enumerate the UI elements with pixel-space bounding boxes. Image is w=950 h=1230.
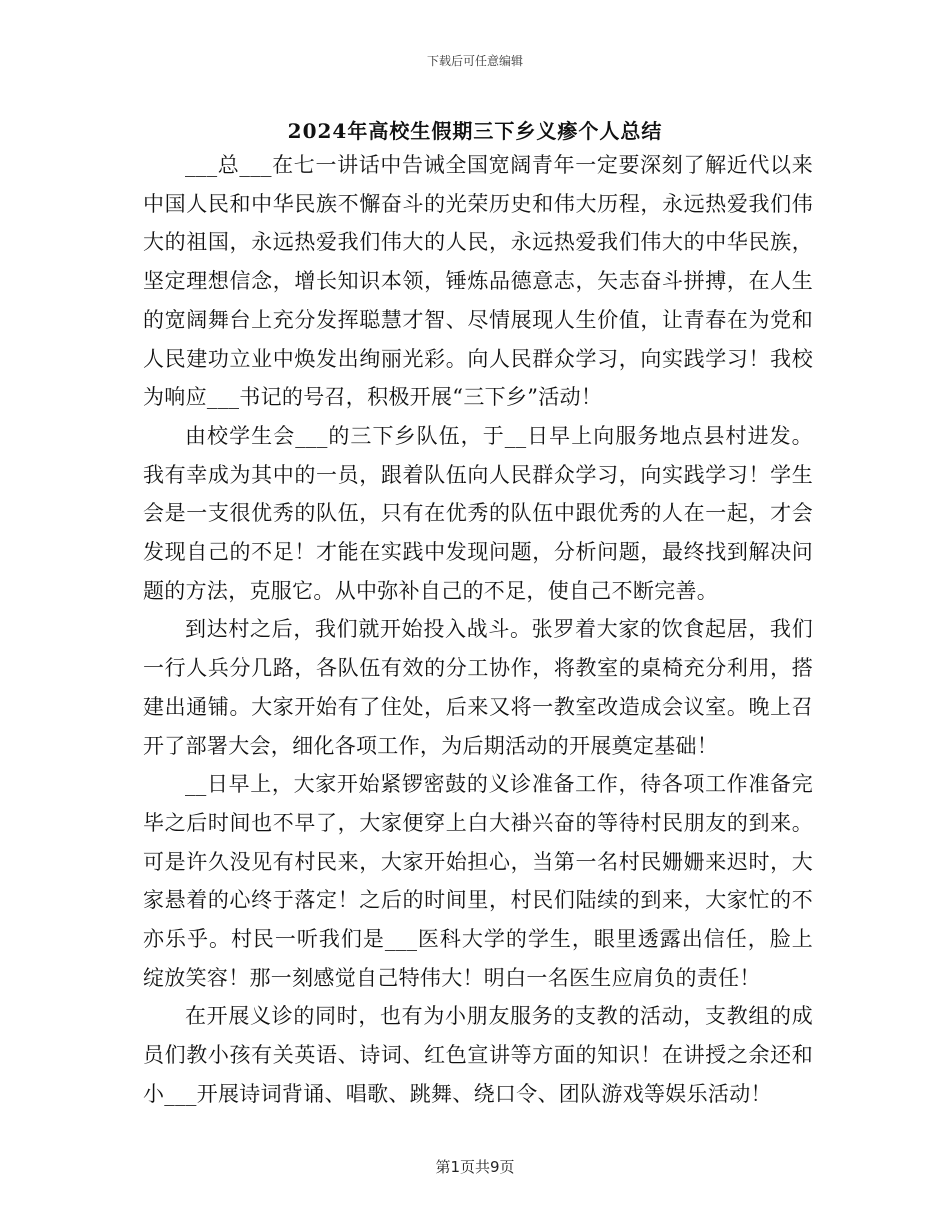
paragraph: 由校学生会___的三下乡队伍，于__日早上向服务地点县村进发。我有幸成为其中的一员，跟着队伍向人民群众学习，向实践学习！学生会是一支很优秀的队伍，只有在优秀的队伍中跟优秀的人在一起，才会发现自己的不足！才能在实践中发现问题，分析问题，最终找到解决问题的方法，克服它。从中弥补自己的不足，使自己不断完善。 bbox=[143, 423, 813, 603]
document-title: 2024年高校生假期三下乡义瘆个人总结 bbox=[287, 119, 663, 143]
paragraph: 在开展义诊的同时，也有为小朋友服务的支教的活动，支教组的成员们教小孩有关英语、诗词、红色宣讲等方面的知识！在讲授之余还和小___开展诗词背诵、唱歌、跳舞、绕口令、团队游戏等娱乐活动！ bbox=[143, 1004, 813, 1106]
paragraph: ___总___在七一讲话中告诫全国宽阔青年一定要深刻了解近代以来中国人民和中华民族不懈奋斗的光荣历史和伟大历程，永远热爱我们伟大的祖国，永远热爱我们伟大的人民，永远热爱我们伟大的中华民族，坚定理想信念，增长知识本领，锤炼品德意志，矢志奋斗拼搏，在人生的宽阔舞台上充分发挥聪慧才智、尽情展现人生价值，让青春在为党和人民建功立业中焕发出绚丽光彩。向人民群众学习，向实践学习！我校为响应___书记的号召，积极开展“三下乡”活动！ bbox=[143, 153, 813, 410]
paragraph: __日早上，大家开始紧锣密鼓的义诊准备工作，待各项工作准备完毕之后时间也不早了，大家便穿上白大褂兴奋的等待村民朋友的到来。可是许久没见有村民来，大家开始担心，当第一名村民姗姗来迟时，大家悬着的心终于落定！之后的时间里，村民们陆续的到来，大家忙的不亦乐乎。村民一听我们是___医科大学的学生，眼里透露出信任，脸上绽放笑容！那一刻感觉自己特伟大！明白一名医生应肩负的责任！ bbox=[143, 772, 813, 990]
paragraph: 到达村之后，我们就开始投入战斗。张罗着大家的饮食起居，我们一行人兵分几路，各队伍有效的分工协作，将教室的桌椅充分利用，搭建出通铺。大家开始有了住处，后来又将一教室改造成会议室。晚上召开了部署大会，细化各项工作，为后期活动的开展奠定基础！ bbox=[143, 617, 813, 758]
document-body bbox=[143, 146, 813, 1114]
page-indicator: 第1页共9页 bbox=[435, 1158, 515, 1176]
header-note: 下载后可任意编辑 bbox=[426, 54, 523, 68]
